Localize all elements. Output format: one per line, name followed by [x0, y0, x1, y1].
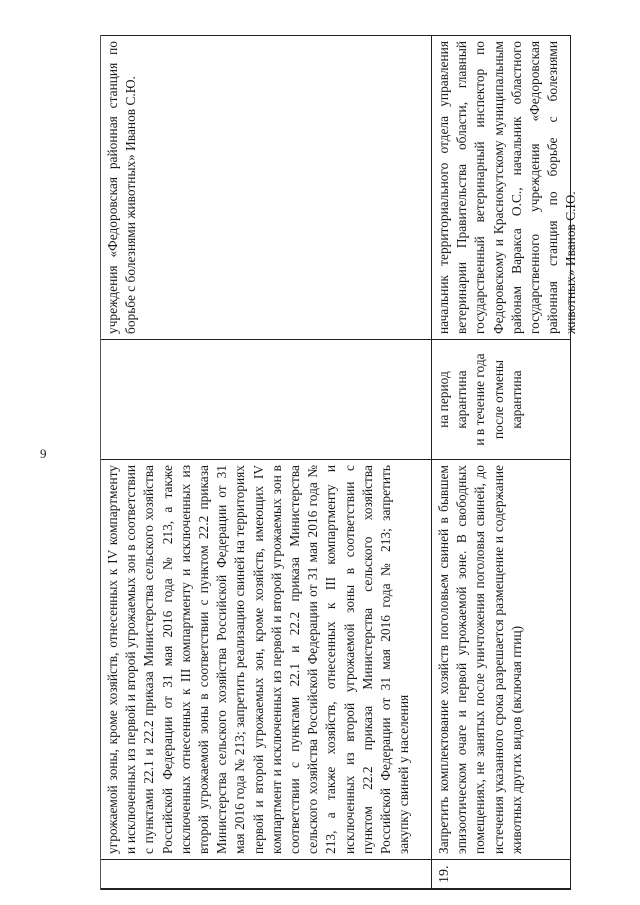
term-line: и в течение года после отмены карантина	[472, 353, 524, 446]
table-row	[100, 35, 432, 890]
term-cell	[101, 340, 431, 460]
measures-table	[100, 35, 579, 890]
responsible-cell: учреждения «Федоровская районная станция по борьбе с болезнями животных» Иванов С.Ю.	[101, 35, 431, 340]
action-cell: угрожаемой зоны, кроме хозяйств, отнесенных к IV компартменту и исключенных из первой и второй угрожаемых зон в соответствии с пунктами 22.1 и 22.2 приказа Министерства сельского хозяйства Российской Федерации от 31 мая 2016 года № 213, а также исключенных отнесенных к III компартменту и исключенных из второй угрожаемой зоны в соответствии с пунктом 22.2 приказа Министерства сельского хозяйства Российской Федерации от 31 мая 2016 года № 213; запретить реализацию свиней на территориях первой и второй угрожаемых зон, кроме хозяйств, имеющих IV компартмент и исключенных из первой и второй угрожаемых зон в соответствии с пунктами 22.1 и 22.2 приказа Министерства сельского хозяйства Российской Федерации от 31 мая 2016 года № 213, а также хозяйств, отнесенных к III компартменту и исключенных из второй угрожаемой зоны в соответствии с пунктом 22.2 приказа Министерства сельского хозяйства Российской Федерации от 31 мая 2016 года № 213; запретить закупку свиней у населения	[101, 460, 431, 860]
row-number-cell	[101, 860, 431, 890]
responsible-cell: начальник территориального отдела управления ветеринарии Правительства области, главный государственный ветеринарный инспектор по Федоровскому и Краснокутскому муниципальным районам Варакса О.С., начальник областного государственного учреждения «Федоровская районная станция по борьбе с болезнями животных» Иванов С.Ю.	[430, 35, 570, 340]
term-cell	[430, 340, 570, 460]
table-row	[430, 35, 579, 890]
row-number-cell	[430, 860, 570, 890]
row-number: 19.	[437, 865, 452, 883]
page-number: 9	[40, 446, 47, 461]
action-cell: Запретить комплектование хозяйств поголовьем свиней в бывшем эпизоотическом очаге и первой угрожаемой зоне. В свободных помещениях, не занятых после уничтожения поголовья свиней, до истечения указанного срока разрешается размещение и содержание животных других видов (включая птиц)	[430, 460, 570, 860]
term-line: на период карантина	[436, 370, 470, 429]
